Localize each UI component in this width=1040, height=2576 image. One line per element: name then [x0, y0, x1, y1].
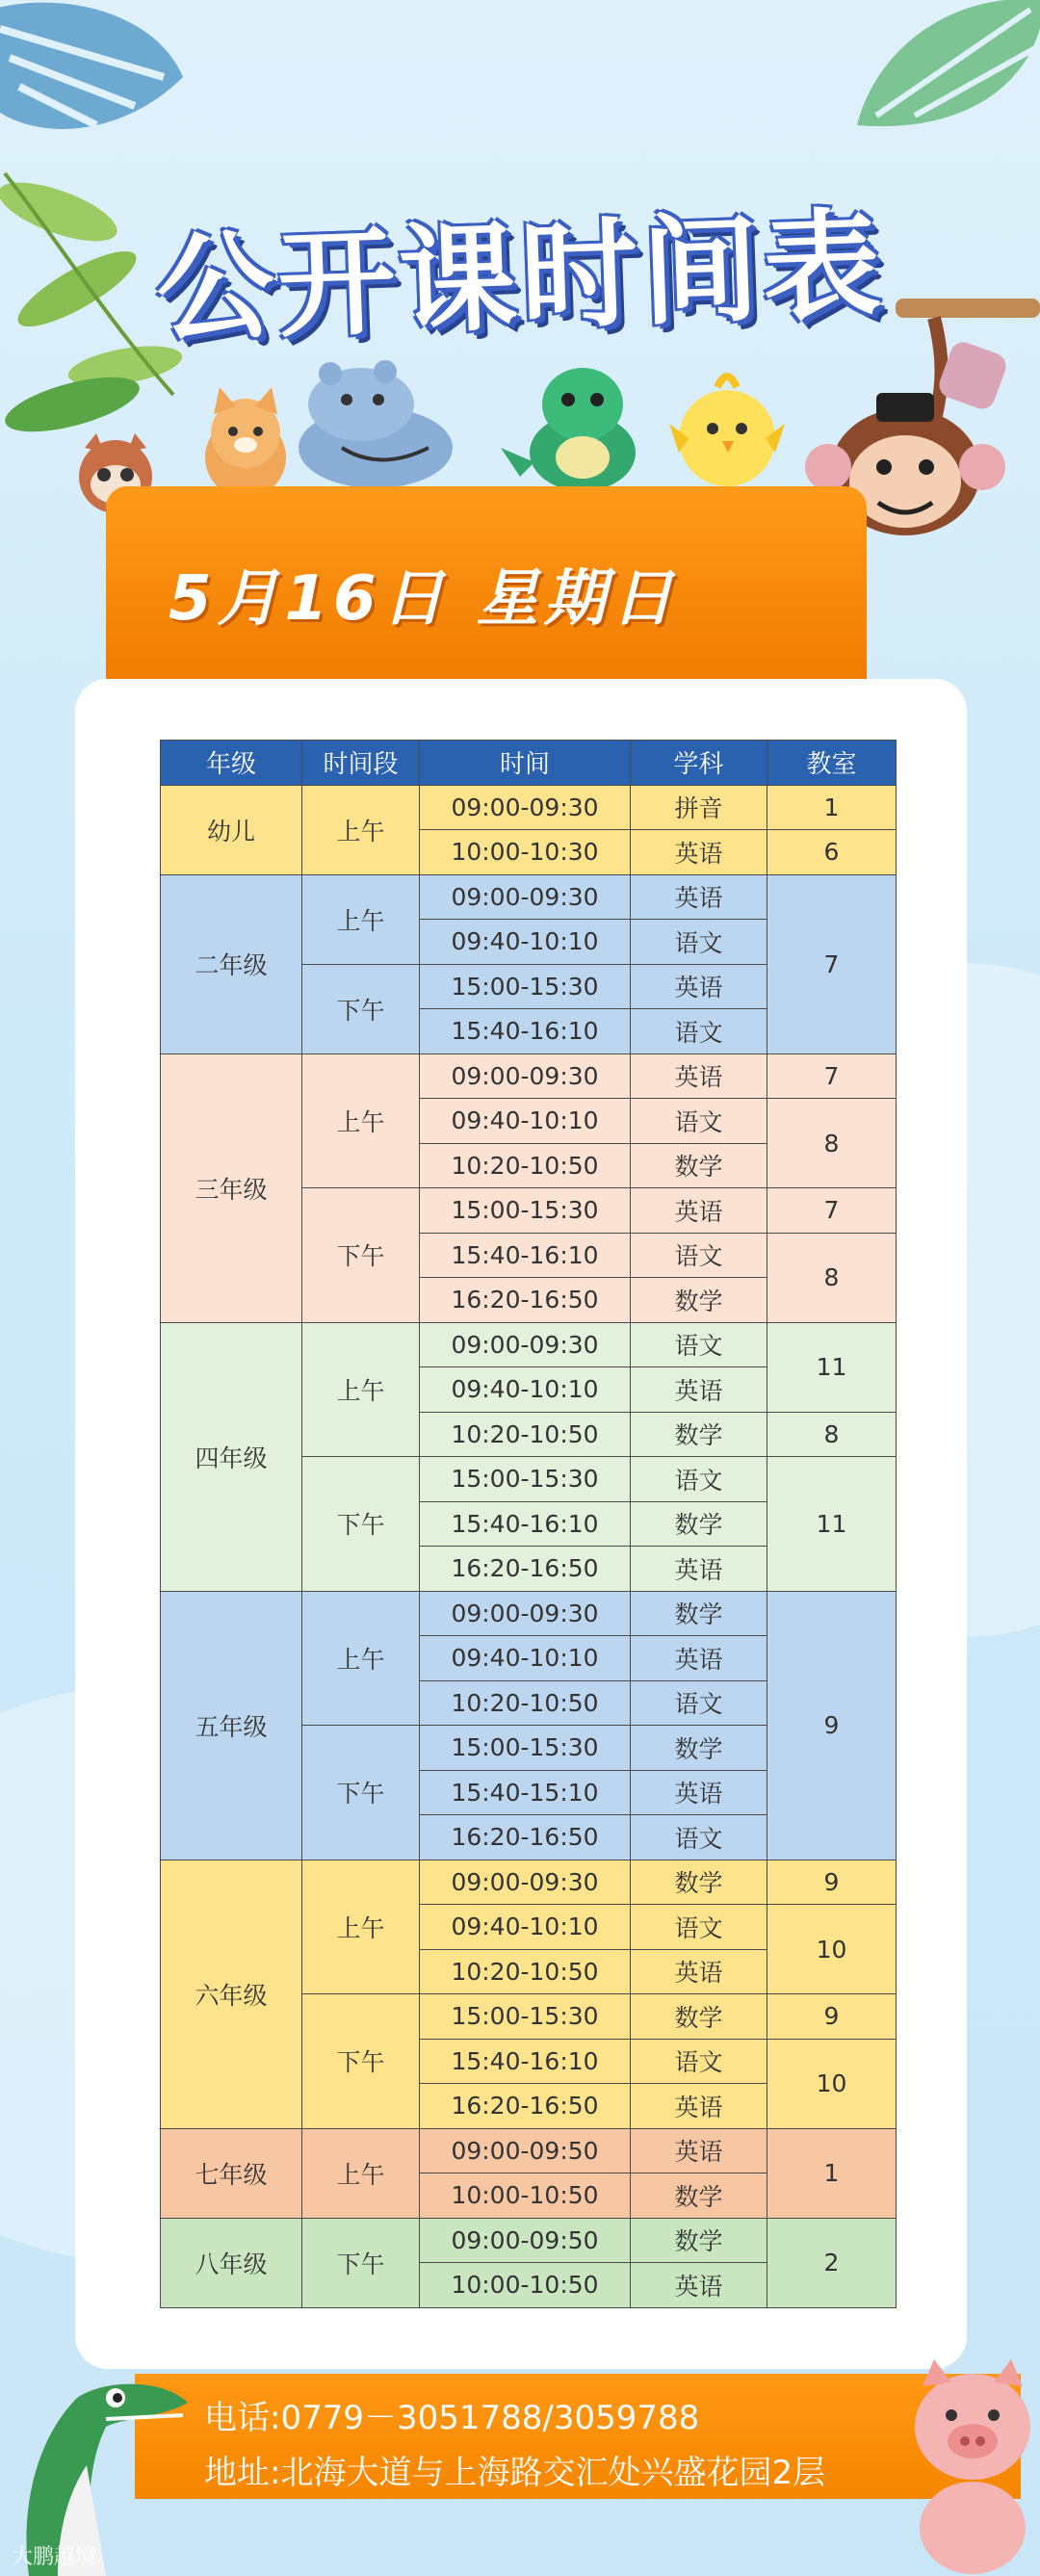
- table-row: [161, 1322, 897, 1367]
- subject-cell: 语文: [631, 1680, 767, 1726]
- table-row: [161, 1860, 897, 1905]
- time-cell: 09:00-09:30: [420, 874, 631, 920]
- table-row: [161, 1591, 897, 1636]
- table-row: [161, 874, 897, 920]
- header-period: 时间段: [302, 741, 420, 786]
- time-cell: 15:40-16:10: [420, 1501, 631, 1547]
- grade-cell: 八年级: [161, 2218, 302, 2307]
- time-cell: 10:00-10:50: [420, 2173, 631, 2219]
- subject-cell: 英语: [631, 1054, 767, 1099]
- subject-cell: 数学: [631, 1860, 767, 1905]
- grade-cell: 五年级: [161, 1591, 302, 1860]
- palm-leaf-icon: [838, 0, 1040, 144]
- room-cell: 6: [767, 830, 897, 875]
- table-header-row: [161, 741, 897, 786]
- subject-cell: 英语: [631, 964, 767, 1009]
- time-cell: 15:00-15:30: [420, 964, 631, 1009]
- subject-cell: 英语: [631, 1188, 767, 1234]
- time-cell: 10:20-10:50: [420, 1949, 631, 1994]
- subject-cell: 数学: [631, 2173, 767, 2219]
- subject-cell: 语文: [631, 1322, 767, 1367]
- subject-cell: 语文: [631, 2039, 767, 2084]
- time-cell: 09:00-09:30: [420, 1591, 631, 1636]
- time-cell: 09:40-10:10: [420, 1367, 631, 1413]
- grade-cell: 三年级: [161, 1054, 302, 1322]
- room-cell: 11: [767, 1322, 897, 1412]
- header-subject: 学科: [631, 741, 767, 786]
- subject-cell: 语文: [631, 1905, 767, 1950]
- subject-cell: 数学: [631, 1501, 767, 1547]
- room-cell: 9: [767, 1994, 897, 2040]
- table-row: [161, 1054, 897, 1099]
- time-cell: 10:20-10:50: [420, 1680, 631, 1726]
- time-cell: 09:00-09:50: [420, 2128, 631, 2173]
- time-cell: 09:40-10:10: [420, 1905, 631, 1950]
- room-cell: 10: [767, 2039, 897, 2128]
- time-cell: 16:20-16:50: [420, 1547, 631, 1592]
- subject-cell: 语文: [631, 1009, 767, 1054]
- period-cell: 上午: [302, 1860, 420, 1994]
- subject-cell: 英语: [631, 1770, 767, 1815]
- subject-cell: 语文: [631, 1457, 767, 1502]
- room-cell: 7: [767, 1054, 897, 1099]
- time-cell: 15:00-15:30: [420, 1994, 631, 2040]
- room-cell: 8: [767, 1412, 897, 1457]
- address-text: 地址:北海大道与上海路交汇处兴盛花园2层: [204, 2454, 826, 2492]
- subject-cell: 英语: [631, 2128, 767, 2173]
- room-cell: 10: [767, 1905, 897, 1994]
- room-cell: 7: [767, 1188, 897, 1234]
- time-cell: 09:00-09:30: [420, 1054, 631, 1099]
- watermark-text: 大鹏越境: [12, 2545, 97, 2569]
- period-cell: 上午: [302, 785, 420, 874]
- time-cell: 15:00-15:30: [420, 1188, 631, 1234]
- period-cell: 上午: [302, 2128, 420, 2218]
- schedule-table: [160, 740, 897, 2308]
- period-cell: 上午: [302, 1322, 420, 1457]
- subject-cell: 数学: [631, 2218, 767, 2263]
- dinosaur-icon: [501, 361, 664, 491]
- room-cell: 7: [767, 874, 897, 1054]
- subject-cell: 英语: [631, 1636, 767, 1681]
- period-cell: 下午: [302, 1994, 420, 2129]
- subject-cell: 语文: [631, 1233, 767, 1278]
- time-cell: 16:20-16:50: [420, 1815, 631, 1860]
- time-cell: 09:00-09:30: [420, 1322, 631, 1367]
- subject-cell: 语文: [631, 1815, 767, 1860]
- subject-cell: 数学: [631, 1412, 767, 1457]
- room-cell: 1: [767, 2128, 897, 2218]
- subject-cell: 数学: [631, 1994, 767, 2040]
- room-cell: 9: [767, 1591, 897, 1860]
- time-cell: 15:40-15:10: [420, 1770, 631, 1815]
- time-cell: 10:20-10:50: [420, 1412, 631, 1457]
- room-cell: 11: [767, 1457, 897, 1592]
- subject-cell: 英语: [631, 1949, 767, 1994]
- table-row: [161, 2128, 897, 2173]
- time-cell: 09:40-10:10: [420, 920, 631, 965]
- time-cell: 15:40-16:10: [420, 1233, 631, 1278]
- subject-cell: 拼音: [631, 785, 767, 830]
- period-cell: 下午: [302, 2218, 420, 2307]
- page-title: 公开课时间表: [154, 195, 887, 359]
- subject-cell: 英语: [631, 874, 767, 920]
- subject-cell: 英语: [631, 2263, 767, 2308]
- time-cell: 10:20-10:50: [420, 1143, 631, 1188]
- grade-cell: 幼儿: [161, 785, 302, 874]
- grade-cell: 二年级: [161, 874, 302, 1054]
- time-cell: 16:20-16:50: [420, 1278, 631, 1323]
- time-cell: 09:40-10:10: [420, 1636, 631, 1681]
- subject-cell: 英语: [631, 1547, 767, 1592]
- time-cell: 09:00-09:30: [420, 785, 631, 830]
- period-cell: 上午: [302, 1054, 420, 1188]
- header-room: 教室: [767, 741, 897, 786]
- room-cell: 2: [767, 2218, 897, 2307]
- table-row: [161, 2218, 897, 2263]
- time-cell: 09:00-09:50: [420, 2218, 631, 2263]
- time-cell: 10:00-10:30: [420, 830, 631, 875]
- time-cell: 09:00-09:30: [420, 1860, 631, 1905]
- subject-cell: 英语: [631, 1367, 767, 1413]
- date-label: 5月16日 星期日: [169, 563, 679, 635]
- header-time: 时间: [420, 741, 631, 786]
- time-cell: 09:40-10:10: [420, 1099, 631, 1144]
- subject-cell: 数学: [631, 1726, 767, 1771]
- room-cell: 1: [767, 785, 897, 830]
- hippo-icon: [284, 356, 457, 491]
- subject-cell: 数学: [631, 1278, 767, 1323]
- period-cell: 下午: [302, 964, 420, 1054]
- phone-text: 电话:0779－3051788/3059788: [204, 2399, 700, 2437]
- grade-cell: 七年级: [161, 2128, 302, 2218]
- room-cell: 8: [767, 1099, 897, 1188]
- pig-icon: [896, 2359, 1040, 2576]
- subject-cell: 语文: [631, 920, 767, 965]
- period-cell: 下午: [302, 1726, 420, 1860]
- grade-cell: 四年级: [161, 1322, 302, 1591]
- time-cell: 10:00-10:50: [420, 2263, 631, 2308]
- palm-leaf-icon: [0, 0, 202, 164]
- period-cell: 下午: [302, 1188, 420, 1323]
- header-grade: 年级: [161, 741, 302, 786]
- time-cell: 15:40-16:10: [420, 1009, 631, 1054]
- cat-icon: [193, 385, 299, 501]
- time-cell: 15:40-16:10: [420, 2039, 631, 2084]
- subject-cell: 语文: [631, 1099, 767, 1144]
- period-cell: 下午: [302, 1457, 420, 1592]
- subject-cell: 数学: [631, 1591, 767, 1636]
- period-cell: 上午: [302, 1591, 420, 1726]
- table-row: [161, 785, 897, 830]
- room-cell: 8: [767, 1233, 897, 1322]
- period-cell: 上午: [302, 874, 420, 964]
- time-cell: 15:00-15:30: [420, 1726, 631, 1771]
- time-cell: 16:20-16:50: [420, 2084, 631, 2129]
- time-cell: 15:00-15:30: [420, 1457, 631, 1502]
- subject-cell: 英语: [631, 830, 767, 875]
- room-cell: 9: [767, 1860, 897, 1905]
- subject-cell: 数学: [631, 1143, 767, 1188]
- subject-cell: 英语: [631, 2084, 767, 2129]
- grade-cell: 六年级: [161, 1860, 302, 2128]
- chick-icon: [664, 366, 790, 491]
